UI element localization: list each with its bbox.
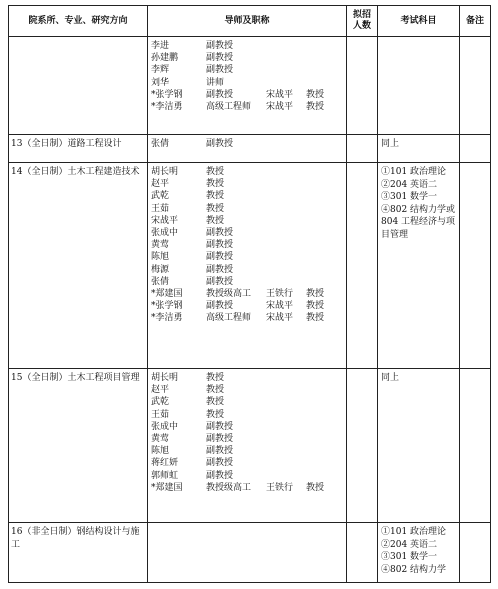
advisor-title: 副教授 — [206, 301, 234, 312]
cropped-page-header — [0, 0, 498, 4]
subject-item: ②204 英语二 — [381, 539, 438, 550]
advisor-name: 赵平 — [151, 179, 170, 190]
quota-cell — [347, 369, 378, 523]
advisor-title: 副教授 — [206, 421, 234, 432]
advisor-line — [148, 138, 346, 150]
advisor-line — [148, 203, 346, 215]
advisor-name: *郑建国 — [151, 482, 183, 493]
advisor-name: *张学钢 — [151, 89, 183, 100]
advisor-line — [148, 384, 346, 396]
dept-name: 15（全日制）土木工程项目管理 — [11, 373, 140, 383]
advisor-line — [148, 300, 346, 312]
advisor-name: 陈旭 — [151, 252, 170, 263]
advisor-name: 刘华 — [151, 77, 170, 88]
advisor-co-title: 教授 — [306, 101, 325, 112]
advisor-title: 高级工程师 — [206, 101, 252, 112]
advisor-name: 陈旭 — [151, 446, 170, 457]
advisor-line — [148, 89, 346, 101]
subject-item: ①101 政治理论 — [381, 167, 447, 177]
advisor-title: 副教授 — [206, 65, 234, 76]
advisor-line — [148, 288, 346, 300]
advisor-line — [148, 433, 346, 445]
advisor-name: 郭师虹 — [151, 470, 179, 481]
advisor-co: 宋战平 — [266, 301, 294, 312]
advisor-title: 副教授 — [206, 433, 234, 444]
advisor-name: 胡长明 — [151, 373, 179, 383]
subject-item: 同上 — [381, 373, 400, 383]
advisor-name: 张成中 — [151, 227, 179, 238]
advisor-line — [148, 239, 346, 251]
header-row — [9, 6, 491, 37]
subject-item: ④802 结构力学或 804 工程经济与项目管理 — [381, 204, 456, 240]
advisor-line — [148, 251, 346, 263]
advisor-title: 副教授 — [206, 227, 234, 238]
advisor-title: 教授 — [206, 215, 225, 226]
header-dept: 院系所、专业、研究方向 — [9, 6, 148, 37]
advisor-co-title: 教授 — [306, 288, 325, 299]
subjects-cell — [378, 523, 460, 583]
advisor-line — [148, 64, 346, 76]
advisor-line — [148, 312, 346, 324]
advisor-co-title: 教授 — [306, 301, 325, 312]
advisor-cell — [148, 135, 347, 163]
advisor-co-title: 教授 — [306, 482, 325, 493]
table-row — [9, 163, 491, 369]
advisor-line — [148, 276, 346, 288]
advisor-name: 王茹 — [151, 203, 170, 214]
advisor-name: 王茹 — [151, 409, 170, 420]
subject-item: ③301 数学一 — [381, 192, 438, 202]
advisor-line — [148, 457, 346, 469]
advisor-title: 副教授 — [206, 264, 234, 275]
remarks-cell — [460, 37, 491, 135]
dept-cell — [9, 37, 148, 135]
advisor-co-title: 教授 — [306, 89, 325, 100]
advisor-title: 教授级高工 — [206, 482, 252, 493]
advisor-line — [148, 40, 346, 52]
advisor-title: 教授级高工 — [206, 288, 252, 299]
quota-cell — [347, 135, 378, 163]
quota-cell — [347, 163, 378, 369]
advisor-name: 张成中 — [151, 421, 179, 432]
subjects-cell — [378, 163, 460, 369]
subjects-cell — [378, 135, 460, 163]
advisor-line — [148, 409, 346, 421]
advisor-title: 副教授 — [206, 276, 234, 287]
advisor-title: 副教授 — [206, 446, 234, 457]
advisor-title: 教授 — [206, 373, 225, 383]
advisor-co-title: 教授 — [306, 313, 325, 324]
subject-item: ②204 英语二 — [381, 179, 438, 190]
advisor-line — [148, 52, 346, 64]
advisor-line — [148, 166, 346, 178]
advisor-line — [148, 227, 346, 239]
advisor-co: 宋战平 — [266, 313, 294, 324]
advisor-name: 黄莺 — [151, 433, 170, 444]
quota-cell — [347, 523, 378, 583]
advisor-name: 梅源 — [151, 264, 170, 275]
advisor-name: 孙建鹏 — [151, 53, 179, 64]
advisor-line — [148, 77, 346, 89]
advisor-line — [148, 215, 346, 227]
subjects-cell — [378, 37, 460, 135]
advisor-name: 武乾 — [151, 191, 170, 202]
advisor-line — [148, 421, 346, 433]
quota-cell — [347, 37, 378, 135]
advisor-title: 副教授 — [206, 89, 234, 100]
advisor-title: 教授 — [206, 385, 225, 396]
admissions-table — [8, 5, 491, 583]
advisor-line — [148, 190, 346, 202]
advisor-line — [148, 264, 346, 276]
subject-item: 同上 — [381, 139, 400, 149]
advisor-line — [148, 372, 346, 384]
advisor-title: 副教授 — [206, 41, 234, 51]
header-subjects: 考试科目 — [378, 6, 460, 37]
dept-cell — [9, 369, 148, 523]
advisor-cell — [148, 37, 347, 135]
advisor-name: *李洁勇 — [151, 313, 183, 324]
advisor-title: 副教授 — [206, 252, 234, 263]
advisor-name: 宋战平 — [151, 215, 179, 226]
header-remarks: 备注 — [460, 6, 491, 37]
dept-cell — [9, 135, 148, 163]
advisor-name: 张倩 — [151, 139, 170, 149]
advisor-co: 宋战平 — [266, 101, 294, 112]
advisor-name: 武乾 — [151, 397, 170, 408]
advisor-name: 黄莺 — [151, 240, 170, 251]
advisor-title: 教授 — [206, 179, 225, 190]
dept-cell — [9, 163, 148, 369]
table-row — [9, 135, 491, 163]
advisor-title: 高级工程师 — [206, 313, 252, 324]
advisor-line — [148, 445, 346, 457]
advisor-title: 副教授 — [206, 470, 234, 481]
advisor-name: *李洁勇 — [151, 101, 183, 112]
advisor-cell — [148, 523, 347, 583]
advisor-title: 教授 — [206, 191, 225, 202]
advisor-title: 副教授 — [206, 53, 234, 64]
advisor-title: 讲师 — [206, 77, 225, 88]
subjects-cell — [378, 369, 460, 523]
advisor-line — [148, 101, 346, 113]
table-row — [9, 523, 491, 583]
advisor-title: 副教授 — [206, 139, 234, 149]
table-row — [9, 369, 491, 523]
subject-item: ④802 结构力学 — [381, 564, 447, 575]
advisor-line — [148, 470, 346, 482]
advisor-title: 教授 — [206, 409, 225, 420]
header-quota: 拟招人数 — [347, 6, 378, 37]
advisor-name: 李辉 — [151, 65, 170, 76]
dept-name: 13（全日制）道路工程设计 — [11, 139, 122, 149]
subject-item: ③301 数学一 — [381, 552, 438, 562]
advisor-line — [148, 178, 346, 190]
advisor-cell — [148, 369, 347, 523]
advisor-name: 蒋红妍 — [151, 458, 179, 469]
advisor-title: 教授 — [206, 167, 225, 177]
table-row — [9, 37, 491, 135]
advisor-name: *张学钢 — [151, 301, 183, 312]
dept-cell — [9, 523, 148, 583]
remarks-cell — [460, 163, 491, 369]
advisor-line — [148, 482, 346, 494]
advisor-line — [148, 396, 346, 408]
advisor-co: 王铁行 — [266, 482, 294, 493]
remarks-cell — [460, 369, 491, 523]
advisor-name: *郑建国 — [151, 288, 183, 299]
advisor-title: 副教授 — [206, 458, 234, 469]
dept-name: 16（非全日制）钢结构设计与施工 — [11, 527, 140, 550]
subject-item: ①101 政治理论 — [381, 527, 447, 537]
advisor-cell — [148, 163, 347, 369]
advisor-title: 教授 — [206, 203, 225, 214]
advisor-name: 胡长明 — [151, 167, 179, 177]
advisor-name: 李进 — [151, 41, 170, 51]
remarks-cell — [460, 135, 491, 163]
remarks-cell — [460, 523, 491, 583]
dept-name: 14（全日制）土木工程建造技术 — [11, 167, 140, 177]
advisor-co: 王铁行 — [266, 288, 294, 299]
header-advisor: 导师及职称 — [148, 6, 347, 37]
advisor-title: 副教授 — [206, 240, 234, 251]
advisor-title: 教授 — [206, 397, 225, 408]
advisor-name: 张倩 — [151, 276, 170, 287]
advisor-name: 赵平 — [151, 385, 170, 396]
advisor-co: 宋战平 — [266, 89, 294, 100]
